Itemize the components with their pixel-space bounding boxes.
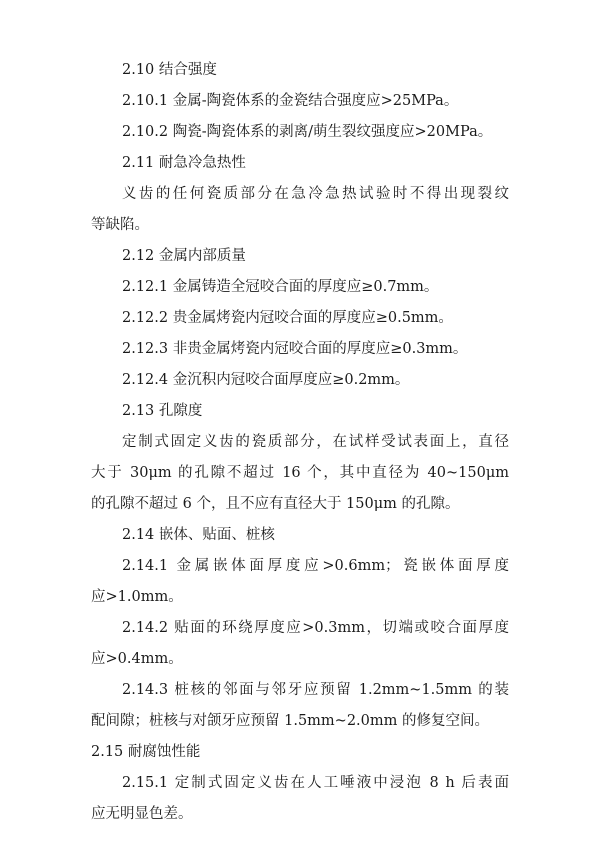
document-line-21: 2.14.3 桩核的邻面与邻牙应预留 1.2mm~1.5mm 的装 <box>122 682 509 698</box>
document-line-6: 等缺陷。 <box>91 217 149 233</box>
document-line-7: 2.12 金属内部质量 <box>122 248 246 264</box>
document-line-1: 2.10 结合强度 <box>122 62 217 78</box>
document-line-19: 2.14.2 贴面的环绕厚度应>0.3mm，切端或咬合面厚度 <box>122 620 509 636</box>
document-line-18: 应>1.0mm。 <box>91 589 183 605</box>
document-line-11: 2.12.4 金沉积内冠咬合面厚度应≥0.2mm。 <box>122 372 410 388</box>
document-line-23: 2.15 耐腐蚀性能 <box>91 744 201 760</box>
document-line-5: 义齿的任何瓷质部分在急冷急热试验时不得出现裂纹 <box>122 186 509 202</box>
document-line-10: 2.12.3 非贵金属烤瓷内冠咬合面的厚度应≥0.3mm。 <box>122 341 468 357</box>
document-line-24: 2.15.1 定制式固定义齿在人工唾液中浸泡 8 h 后表面 <box>122 775 509 791</box>
document-line-14: 大于 30μm 的孔隙不超过 16 个，其中直径为 40~150μm <box>91 465 509 481</box>
document-line-17: 2.14.1 金属嵌体面厚度应>0.6mm；瓷嵌体面厚度 <box>122 558 509 574</box>
document-line-8: 2.12.1 金属铸造全冠咬合面的厚度应≥0.7mm。 <box>122 279 439 295</box>
document-line-13: 定制式固定义齿的瓷质部分，在试样受试表面上，直径 <box>122 434 509 450</box>
document-line-25: 应无明显色差。 <box>91 806 193 822</box>
document-line-2: 2.10.1 金属-陶瓷体系的金瓷结合强度应>25MPa。 <box>122 93 459 109</box>
document-line-12: 2.13 孔隙度 <box>122 403 203 419</box>
document-line-15: 的孔隙不超过 6 个，且不应有直径大于 150μm 的孔隙。 <box>91 496 460 512</box>
document-line-9: 2.12.2 贵金属烤瓷内冠咬合面的厚度应≥0.5mm。 <box>122 310 453 326</box>
document-line-16: 2.14 嵌体、贴面、桩核 <box>122 527 275 543</box>
document-line-3: 2.10.2 陶瓷-陶瓷体系的剥离/萌生裂纹强度应>20MPa。 <box>122 124 493 140</box>
document-line-4: 2.11 耐急冷急热性 <box>122 155 246 171</box>
document-line-22: 配间隙；桩核与对颌牙应预留 1.5mm~2.0mm 的修复空间。 <box>91 713 489 729</box>
document-line-20: 应>0.4mm。 <box>91 651 183 667</box>
